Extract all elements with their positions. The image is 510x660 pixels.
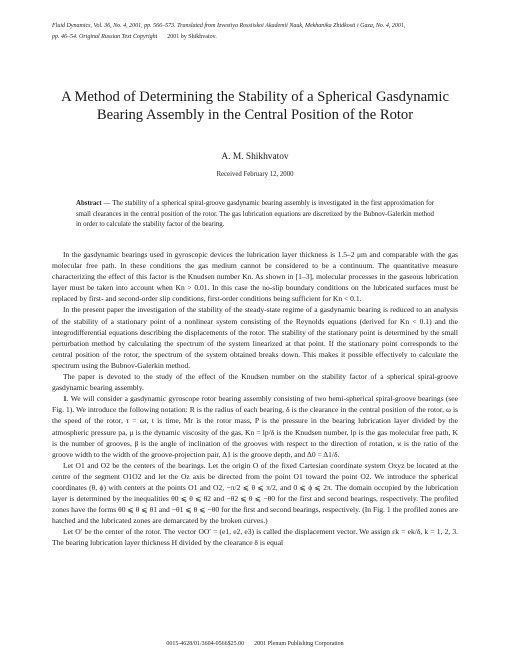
journal-citation xyxy=(52,21,462,43)
citation-line-2 xyxy=(52,32,462,43)
copyright-note: 2001 by Shikhvatov. xyxy=(167,34,217,40)
paragraph-4-text: . We will consider a gasdynamic gyroscope rotor bearing assembly consisting of two hemi-spherical spiral-groove bearings (see Fig. 1). We introduce the following notation: R is the radius of each bearing, δ is the clearance in the central position of the rotor, ω is the speed of the rotor, τ = ωt, t is time, Mr is the rotor mass, P is the pressure in the bearing lubrication layer divided by the atmospheric pressure pa, μ is the dynamic viscosity of the gas, Kn = lp/δ is the Knudsen number, lp is the gas molecular free path, K is the number of grooves, β is the angle of inclination of the grooves with respect to the direction of rotation, ϰ is the ratio of the groove width to the width of the groove-projection pair, Δ1 is the groove depth, and Δ0 = Δ1/δ. xyxy=(52,394,458,459)
abstract-label: Abstract xyxy=(76,200,102,207)
paragraph-1: In the gasdynamic bearings used in gyroscopic devices the lubrication layer thickness is 1.5–2 μm and comparable with the gas molecular free path. In these conditions the gas medium cannot be considered to be a continuum. The quantitative measure characterizing the effect of this factor is the Knudsen number Kn. As shown in [1–3], molecular processes in the gaseous lubrication layer must be taken into account when Kn > 0.01. In this case the no-slip boundary conditions on the lubricated surfaces must be replaced by first- and second-order slip conditions, first-order conditions being sufficient for Kn < 0.1. xyxy=(52,250,458,304)
paragraph-2: In the present paper the investigation of the stability of the steady-state regime of a gasdynamic bearing is reduced to an analysis of the stability of a stationary point of a nonlinear system consisting of the Reynolds equations (derived for Kn < 0.1) and the integrodifferential equations describing the displacements of the rotor. The stability of the stationary point is determined by the small perturbation method by calculating the spectrum of the system linearized at that point. If the stationary point corresponds to the central position of the rotor, the spectrum of the system obtained breaks down. This makes it possible effectively to calculate the spectrum using the Bubnov-Galerkin method. xyxy=(52,305,458,370)
abstract-dash: — xyxy=(101,200,113,207)
abstract xyxy=(76,199,434,231)
citation-line-1: Fluid Dynamics, Vol. 36, No. 4, 2001, pp. 566–573. Translated from Izvestiya Rossiiskoi Akademii Nauk, Mekhanika Zhidkosti i Gaza, No. 4, 2001, xyxy=(52,23,406,29)
abstract-text: The stability of a spherical spiral-groove gasdynamic bearing assembly is investigated in the first approximation for small clearances in the central position of the rotor. The gas lubrication equations are discretized by the Bubnov-Galerkin method in order to calculate the stability factor of the bearing. xyxy=(76,200,435,229)
received-date: Received February 12, 2000 xyxy=(216,171,294,178)
author-name: A. M. Shikhvatov xyxy=(221,152,289,162)
paragraph-3: The paper is devoted to the study of the effect of the Knudsen number on the stability factor of a spherical spiral-groove gasdynamic bearing assembly. xyxy=(52,372,458,393)
page-footer xyxy=(0,641,510,647)
paper-title: A Method of Determining the Stability of a Spherical Gasdynamic Bearing Assembly in the Central Position of the Rotor xyxy=(61,89,449,123)
paragraph-6: Let O′ be the center of the rotor. The vector OO′ = (e1, e2, e3) is called the displacement vector. We assign εk = ek/δ, k = 1, 2, 3. The bearing lubrication layer thickness H divided by the clearance δ is equal xyxy=(52,527,458,548)
section-number: 1 xyxy=(63,394,67,404)
citation-line-2-text: pp. 46–54. Original Russian Text Copyright xyxy=(52,34,158,40)
body-text xyxy=(52,249,458,549)
paragraph-5: Let O1 and O2 be the centers of the bearings. Let the origin O of the fixed Cartesian coordinate system Oxyz be located at the centre of the segment O1O2 and let the Oz axis be directed from the point O1 toward the point O2. We introduce the spherical coordinates (θ, ϕ) with centers at the points O1 and O2, −π/2 ⩽ θ ⩽ π/2, and 0 ⩽ ϕ ⩽ 2π. The domain occupied by the lubrication layer is determined by the inequalities θ0 ⩽ θ ⩽ θ2 and −θ2 ⩽ θ ⩽ −θ0 for the first and second bearings, respectively. The profiled zones have the forms θ0 ⩽ θ ⩽ θ1 and −θ1 ⩽ θ ⩽ −θ0 for the first and second bearings, respectively. (In Fig. 1 the profiled zones are hatched and the lubricated zones are demarcated by the broken curves.) xyxy=(52,460,458,526)
article-code: 0015-4628/01/3604-0566$25.00 xyxy=(166,641,245,647)
paragraph-4 xyxy=(52,393,458,460)
publisher-note: 2001 Plenum Publishing Corporation xyxy=(254,641,344,647)
